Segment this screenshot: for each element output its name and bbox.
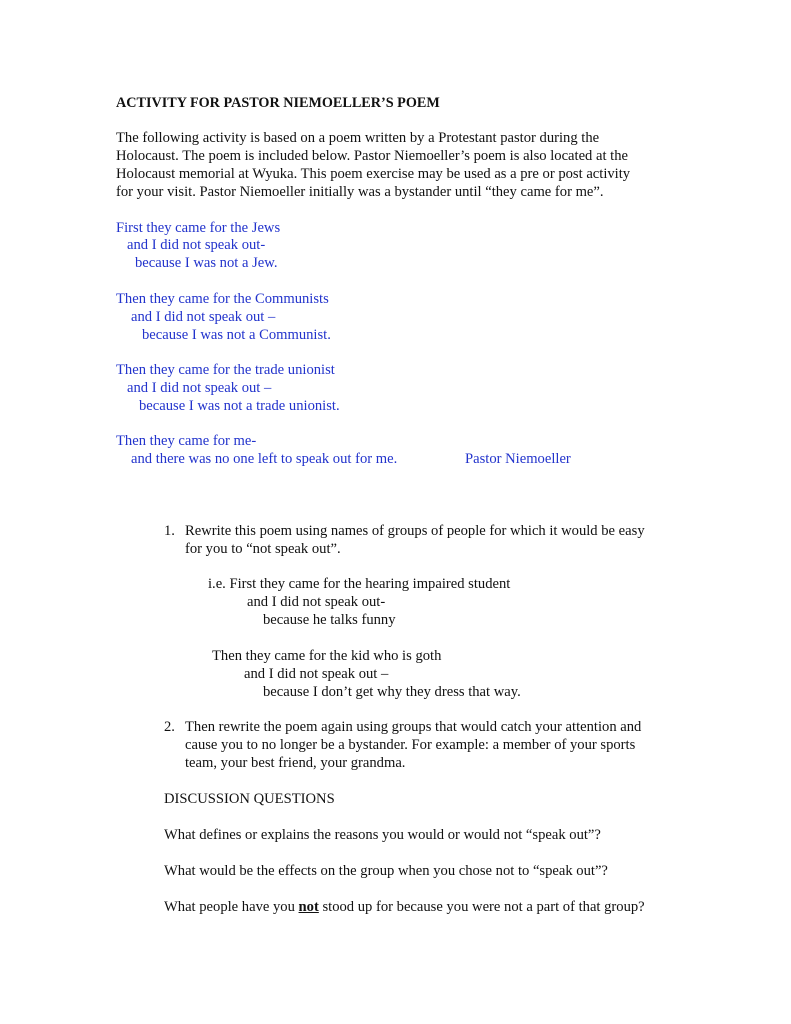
poem-stanza-3-line-2: and I did not speak out – (127, 380, 272, 396)
discussion-heading: DISCUSSION QUESTIONS (164, 791, 335, 807)
discussion-question-1: What defines or explains the reasons you would or would not “speak out”? (164, 827, 601, 843)
poem-stanza-3-line-3: because I was not a trade unionist. (139, 398, 340, 414)
discussion-question-3-emphasis: not (298, 899, 319, 915)
poem-stanza-1-line-3: because I was not a Jew. (135, 255, 278, 271)
question-2-line-1: Then rewrite the poem again using groups that would catch your attention and (185, 719, 642, 735)
question-1-number: 1. (164, 523, 175, 539)
intro-line-4: for your visit. Pastor Niemoeller initially was a bystander until “they came for me”. (116, 184, 604, 200)
example-2-line-2: and I did not speak out – (244, 666, 389, 682)
question-1-line-1: Rewrite this poem using names of groups of people for which it would be easy (185, 523, 645, 539)
poem-author: Pastor Niemoeller (465, 451, 571, 467)
intro-line-2: Holocaust. The poem is included below. Pastor Niemoeller’s poem is also located at the (116, 148, 629, 164)
example-1-line-2: and I did not speak out- (247, 594, 386, 610)
document-title: ACTIVITY FOR PASTOR NIEMOELLER’S POEM (116, 95, 440, 111)
poem-stanza-4-line-2: and there was no one left to speak out for me. (131, 451, 398, 467)
example-2-line-3: because I don’t get why they dress that way. (263, 684, 521, 700)
poem-stanza-2-line-3: because I was not a Communist. (142, 327, 331, 343)
example-1-line-3: because he talks funny (263, 612, 396, 628)
poem-stanza-2-line-1: Then they came for the Communists (116, 291, 329, 307)
poem-stanza-2-line-2: and I did not speak out – (131, 309, 276, 325)
intro-line-3: Holocaust memorial at Wyuka. This poem exercise may be used as a pre or post activity (116, 166, 631, 182)
discussion-question-3-start: What people have you (164, 899, 299, 915)
discussion-question-2: What would be the effects on the group when you chose not to “speak out”? (164, 863, 608, 879)
discussion-question-3-end: stood up for because you were not a part of that group? (318, 899, 645, 915)
question-1-line-2: for you to “not speak out”. (185, 541, 341, 557)
question-2-line-3: team, your best friend, your grandma. (185, 755, 406, 771)
question-2-number: 2. (164, 719, 175, 735)
poem-stanza-1-line-1: First they came for the Jews (116, 220, 281, 236)
poem-stanza-4-line-1: Then they came for me- (116, 433, 257, 449)
discussion-question-3 (164, 898, 645, 916)
intro-line-1: The following activity is based on a poem written by a Protestant pastor during the (116, 130, 600, 146)
example-1-line-1: i.e. First they came for the hearing impaired student (208, 576, 511, 592)
example-2-line-1: Then they came for the kid who is goth (212, 648, 442, 664)
poem-stanza-1-line-2: and I did not speak out- (127, 237, 266, 253)
question-2-line-2: cause you to no longer be a bystander. For example: a member of your sports (185, 737, 636, 753)
poem-stanza-3-line-1: Then they came for the trade unionist (116, 362, 335, 378)
